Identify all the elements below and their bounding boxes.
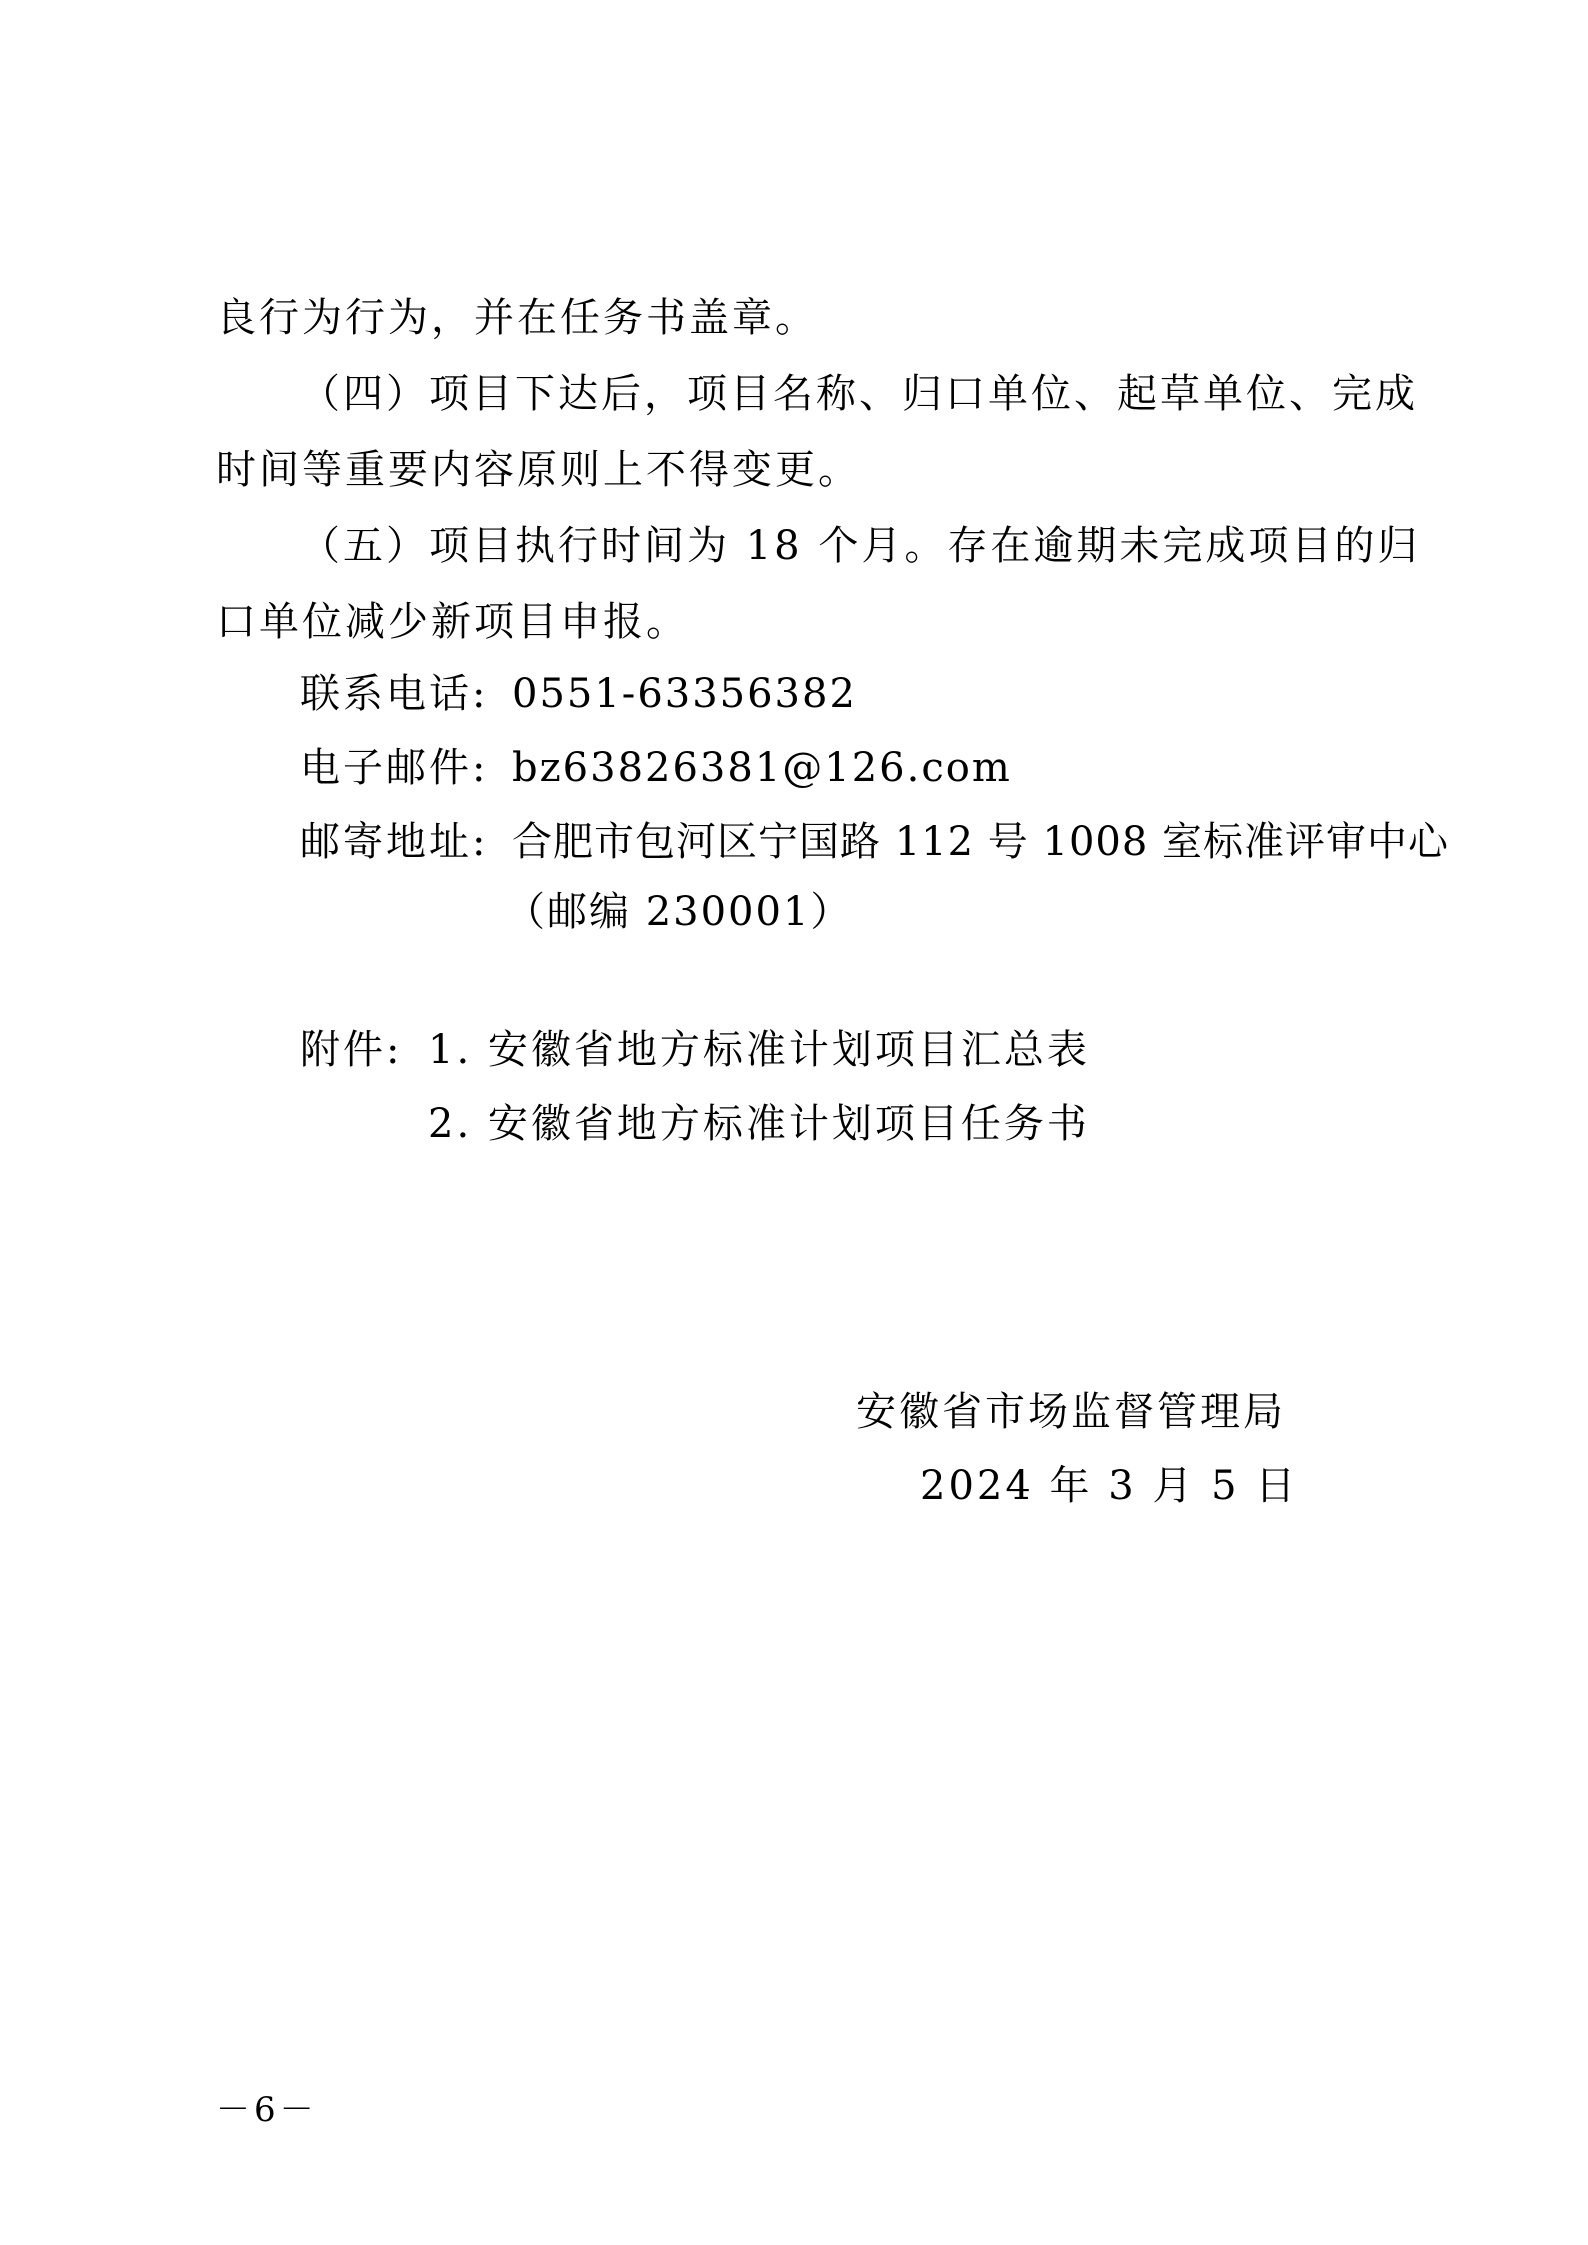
- postcode: （邮编 230001）: [505, 889, 853, 935]
- signature-date: 2024 年 3 月 5 日: [920, 1463, 1299, 1509]
- address-label: 邮寄地址:: [300, 819, 489, 865]
- body-line-2: （四）项目下达后，项目名称、归口单位、起草单位、完成: [300, 371, 1418, 417]
- phone-label: 联系电话:: [300, 671, 489, 717]
- body-line-1: 良行为行为，并在任务书盖章。: [216, 295, 818, 341]
- body-line-5: 口单位减少新项目申报。: [216, 599, 689, 645]
- page-number: －6－: [216, 2090, 318, 2130]
- email-value[interactable]: bz63826381@126.com: [512, 745, 1012, 791]
- body-line-3: 时间等重要内容原则上不得变更。: [216, 447, 861, 493]
- attachment-item-1: 1. 安徽省地方标准计划项目汇总表: [428, 1027, 1090, 1073]
- attachment-item-2: 2. 安徽省地方标准计划项目任务书: [428, 1101, 1090, 1147]
- phone-value: 0551-63356382: [512, 671, 857, 717]
- attachments-label: 附件:: [300, 1027, 403, 1073]
- body-line-4: （五）项目执行时间为 18 个月。存在逾期未完成项目的归: [300, 523, 1421, 569]
- email-label: 电子邮件:: [300, 745, 489, 791]
- signature-organization: 安徽省市场监督管理局: [856, 1389, 1286, 1435]
- address-value: 合肥市包河区宁国路 112 号 1008 室标准评审中心: [512, 819, 1450, 865]
